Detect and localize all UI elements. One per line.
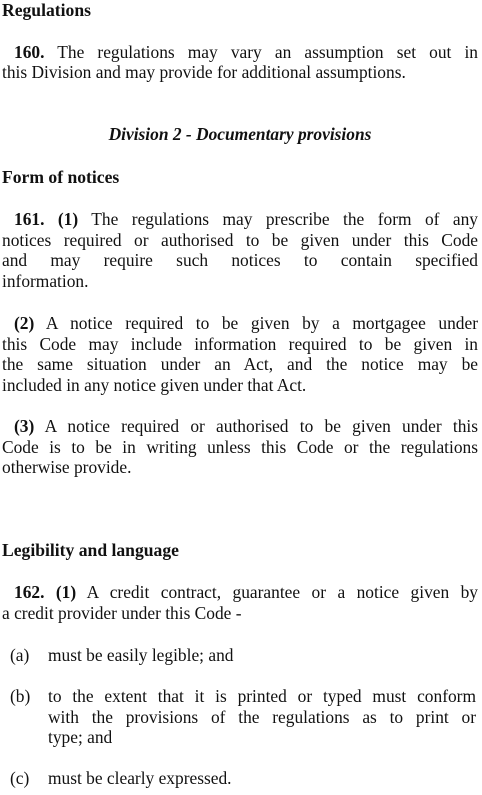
list-item-label-b: (b) <box>10 686 31 706</box>
section-number: 160. <box>14 42 45 62</box>
section-161-3-line-1 <box>2 416 478 437</box>
section-161-1-line-2: notices required or authorised to be given under this Code <box>2 230 478 250</box>
list-item-text-a: must be easily legible; and <box>48 645 234 665</box>
list-item-label-a: (a) <box>10 645 30 665</box>
section-162-1-line-1 <box>2 582 478 603</box>
section-162-1-line-2: a credit provider under this Code - <box>2 603 242 623</box>
section-161-3-line-2: Code is to be in writing unless this Code or the regulations <box>2 437 478 457</box>
section-161-2-line-4: included in any notice given under that Act. <box>2 375 307 395</box>
heading-regulations: Regulations <box>2 0 91 20</box>
section-161-3-line-3: otherwise provide. <box>2 457 132 477</box>
section-161-1-line-3: and may require such notices to contain specified <box>2 250 478 270</box>
section-text: A notice required or authorised to be given under this <box>44 416 479 436</box>
section-number: 162. <box>14 582 45 602</box>
section-161-1-line-1 <box>2 209 478 230</box>
list-item-text-b-line-3: type; and <box>48 727 113 747</box>
section-161-1-line-4: information. <box>2 271 89 291</box>
section-text: A notice required to be given by a mortgagee under <box>45 313 478 333</box>
section-text: A credit contract, guarantee or a notice given by <box>86 582 479 602</box>
section-number: 161. <box>14 209 45 229</box>
subsection-number: (1) <box>57 209 79 229</box>
section-161-2-line-2: this Code may include information required to be given in <box>2 334 478 354</box>
section-160-line-2: this Division and may provide for additional assumptions. <box>2 62 406 82</box>
subsection-number: (1) <box>55 582 77 602</box>
list-item-text-c: must be clearly expressed. <box>48 768 232 788</box>
division-heading: Division 2 - Documentary provisions <box>108 124 372 144</box>
list-item-text-b-line-1: to the extent that it is printed or typed must conform <box>48 686 476 706</box>
section-text: The regulations may vary an assumption set out in <box>57 42 479 62</box>
heading-form-of-notices: Form of notices <box>2 167 120 187</box>
list-item-label-c: (c) <box>10 768 30 788</box>
subsection-number: (2) <box>14 313 35 333</box>
list-item-text-b-line-2: with the provisions of the regulations as to print or <box>48 707 476 727</box>
section-text: The regulations may prescribe the form of any <box>91 209 478 229</box>
section-160-line-1 <box>2 42 478 63</box>
section-161-2-line-3: the same situation under an Act, and the notice may be <box>2 354 478 374</box>
section-161-2-line-1 <box>2 313 478 334</box>
subsection-number: (3) <box>14 416 35 436</box>
heading-legibility-and-language: Legibility and language <box>2 540 179 560</box>
